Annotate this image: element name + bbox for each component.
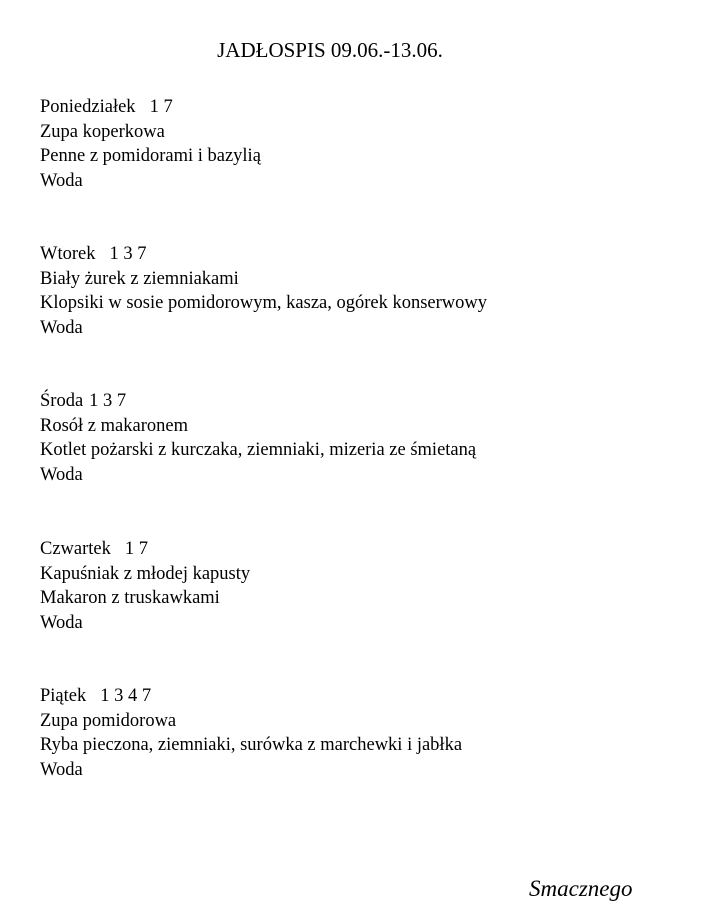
- drink-item: Woda: [40, 170, 83, 191]
- drink-item: Woda: [40, 759, 83, 780]
- soup-item: Rosół z makaronem: [40, 415, 188, 436]
- drink-item: Woda: [40, 612, 83, 633]
- closing-signature: Smacznego: [529, 876, 633, 901]
- soup-item: Biały żurek z ziemniakami: [40, 268, 239, 289]
- day-name: Środa: [40, 391, 84, 411]
- main-dish-item: Kotlet pożarski z kurczaka, ziemniaki, mizeria ze śmietaną: [40, 440, 477, 460]
- allergen-codes: 1 3 7: [89, 391, 127, 411]
- day-header: [40, 95, 680, 120]
- main-dish-item: Penne z pomidorami i bazylią: [40, 146, 261, 166]
- allergen-codes: 1 7: [149, 97, 173, 117]
- day-name: Piątek: [40, 686, 87, 706]
- allergen-codes: 1 3 4 7: [100, 686, 152, 706]
- soup-item: Zupa pomidorowa: [40, 710, 177, 731]
- day-name: Wtorek: [40, 244, 96, 264]
- day-menu-friday: [40, 684, 680, 782]
- drink-item: Woda: [40, 317, 83, 338]
- allergen-codes: 1 3 7: [109, 244, 147, 264]
- drink-item: Woda: [40, 464, 83, 485]
- day-header: [40, 537, 680, 562]
- soup-item: Kapuśniak z młodej kapusty: [40, 563, 251, 584]
- main-dish-item: Klopsiki w sosie pomidorowym, kasza, ogórek konserwowy: [40, 293, 488, 313]
- allergen-codes: 1 7: [124, 539, 149, 559]
- day-header: [40, 242, 680, 267]
- soup-item: Zupa koperkowa: [40, 121, 165, 142]
- day-menu-wednesday: [40, 389, 680, 487]
- day-menu-tuesday: [40, 242, 680, 340]
- day-name: Poniedziałek: [40, 97, 136, 117]
- day-menu-monday: [40, 95, 680, 193]
- day-name: Czwartek: [40, 539, 111, 559]
- day-header: [40, 684, 680, 709]
- main-dish-item: Makaron z truskawkami: [40, 588, 220, 608]
- page-title: JADŁOSPIS 09.06.-13.06.: [217, 38, 443, 62]
- day-header: [40, 389, 680, 414]
- day-menu-thursday: [40, 537, 680, 635]
- main-dish-item: Ryba pieczona, ziemniaki, surówka z marchewki i jabłka: [40, 735, 463, 755]
